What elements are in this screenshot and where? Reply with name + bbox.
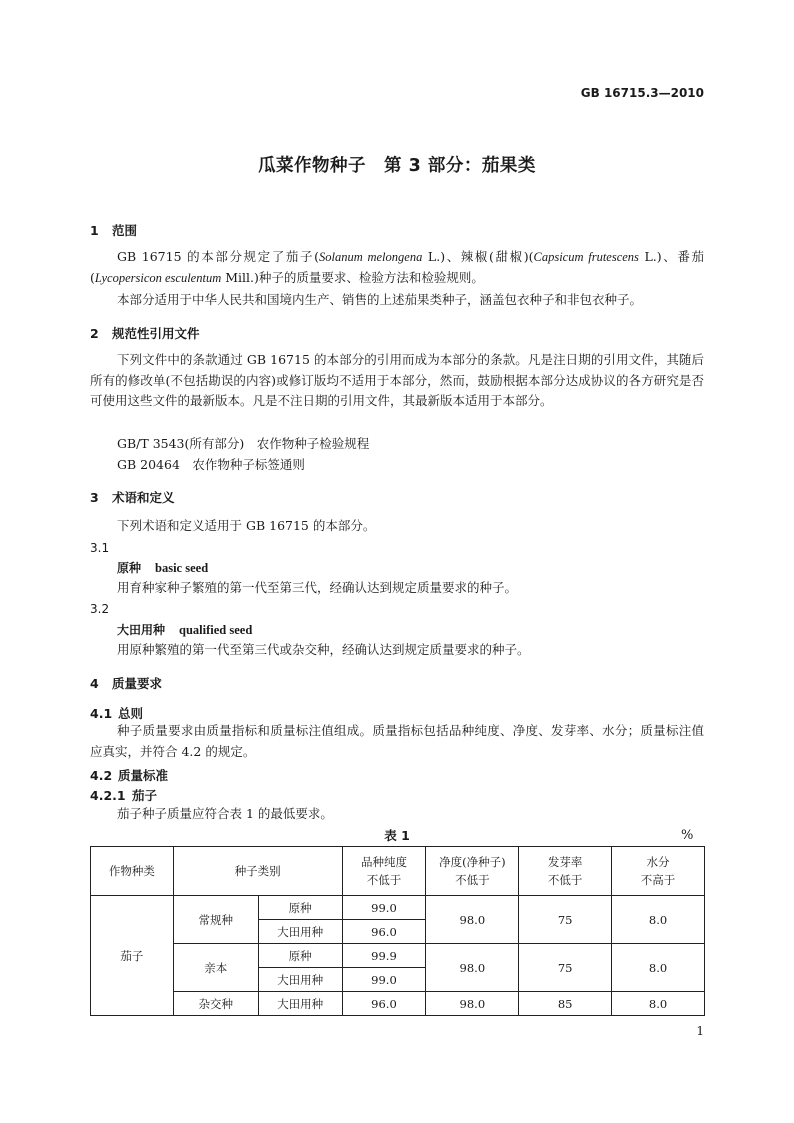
reference-1: GB/T 3543(所有部分) 农作物种子检验规程 [117, 436, 370, 451]
class-cell: 原种 [258, 944, 342, 968]
page-number: 1 [696, 1024, 704, 1038]
header-crop: 作物种类 [91, 847, 174, 896]
section-2-paragraph: 下列文件中的条款通过 GB 16715 的本部分的引用而成为本部分的条款。凡是注日期的引用文件，其随后所有的修改单(不包括勘误的内容)或修订版均不适用于本部分，然而，鼓励根据本部分达成协议的各方研究是否可使用这些文件的最新版本。凡是不注日期的引用文件，其最新版本适用于本部分。 [90, 352, 704, 408]
section-4-1-heading: 4.1 总则 [90, 706, 144, 721]
group-cell: 杂交种 [173, 992, 258, 1016]
term-3-1-title: 原种 basic seed [117, 561, 209, 575]
section-1-paragraph-1: GB 16715 的本部分规定了茄子(Solanum melongena L.)、辣椒(甜椒)(Capsicum frutescens L.)、番茄(Lycopersicon esculentum Mill.)种子的质量要求、检验方法和检验规则。 [90, 249, 704, 285]
germination-cell: 75 [519, 944, 612, 992]
section-4-2-1-heading: 4.2.1 茄子 [90, 788, 158, 803]
group-cell: 常规种 [173, 896, 258, 944]
cleanness-cell: 98.0 [426, 944, 519, 992]
table-header-row [91, 847, 705, 896]
term-3-2-definition: 用原种繁殖的第一代至第三代或杂交种，经确认达到规定质量要求的种子。 [117, 642, 530, 657]
table-unit: % [681, 828, 694, 843]
moisture-cell: 8.0 [612, 992, 705, 1016]
table-row [91, 896, 705, 920]
purity-cell: 96.0 [342, 992, 426, 1016]
class-cell: 大田用种 [258, 968, 342, 992]
section-4-2-heading: 4.2 质量标准 [90, 768, 169, 783]
header-moisture: 水分 不高于 [612, 847, 705, 896]
cleanness-cell: 98.0 [426, 896, 519, 944]
germination-cell: 75 [519, 896, 612, 944]
moisture-cell: 8.0 [612, 896, 705, 944]
section-4-1-paragraph: 种子质量要求由质量指标和质量标注值组成。质量指标包括品种纯度、净度、发芽率、水分；质量标注值应真实，并符合 4.2 的规定。 [90, 723, 704, 759]
section-4-2-1-paragraph: 茄子种子质量应符合表 1 的最低要求。 [117, 806, 333, 821]
table-row [91, 992, 705, 1016]
germination-cell: 85 [519, 992, 612, 1016]
purity-cell: 96.0 [342, 920, 426, 944]
document-title: 瓜菜作物种子 第 3 部分：茄果类 [258, 156, 536, 176]
section-4-heading: 4 质量要求 [90, 676, 163, 691]
section-3-heading: 3 术语和定义 [90, 490, 175, 505]
crop-cell: 茄子 [91, 896, 174, 1016]
section-1-heading: 1 范围 [90, 223, 138, 238]
moisture-cell: 8.0 [612, 944, 705, 992]
table-row [91, 944, 705, 968]
term-3-2-title: 大田用种 qualified seed [117, 623, 253, 637]
class-cell: 原种 [258, 896, 342, 920]
purity-cell: 99.0 [342, 896, 426, 920]
header-germination: 发芽率 不低于 [519, 847, 612, 896]
standard-number: GB 16715.3—2010 [580, 86, 704, 100]
seed-quality-table [90, 846, 705, 1016]
header-cleanness: 净度(净种子) 不低于 [426, 847, 519, 896]
cleanness-cell: 98.0 [426, 992, 519, 1016]
purity-cell: 99.9 [342, 944, 426, 968]
section-3-paragraph: 下列术语和定义适用于 GB 16715 的本部分。 [117, 518, 376, 533]
header-seed-type: 种子类别 [173, 847, 342, 896]
class-cell: 大田用种 [258, 992, 342, 1016]
term-3-1-number: 3.1 [90, 541, 110, 555]
reference-2: GB 20464 农作物种子标签通则 [117, 457, 305, 472]
table-caption: 表 1 [384, 828, 410, 843]
section-2-heading: 2 规范性引用文件 [90, 326, 200, 341]
header-purity: 品种纯度 不低于 [342, 847, 426, 896]
term-3-2-number: 3.2 [90, 602, 110, 616]
group-cell: 亲本 [173, 944, 258, 992]
term-3-1-definition: 用育种家种子繁殖的第一代至第三代，经确认达到规定质量要求的种子。 [117, 580, 518, 595]
class-cell: 大田用种 [258, 920, 342, 944]
purity-cell: 99.0 [342, 968, 426, 992]
section-1-paragraph-2: 本部分适用于中华人民共和国境内生产、销售的上述茄果类种子，涵盖包衣种子和非包衣种子。 [117, 292, 643, 307]
